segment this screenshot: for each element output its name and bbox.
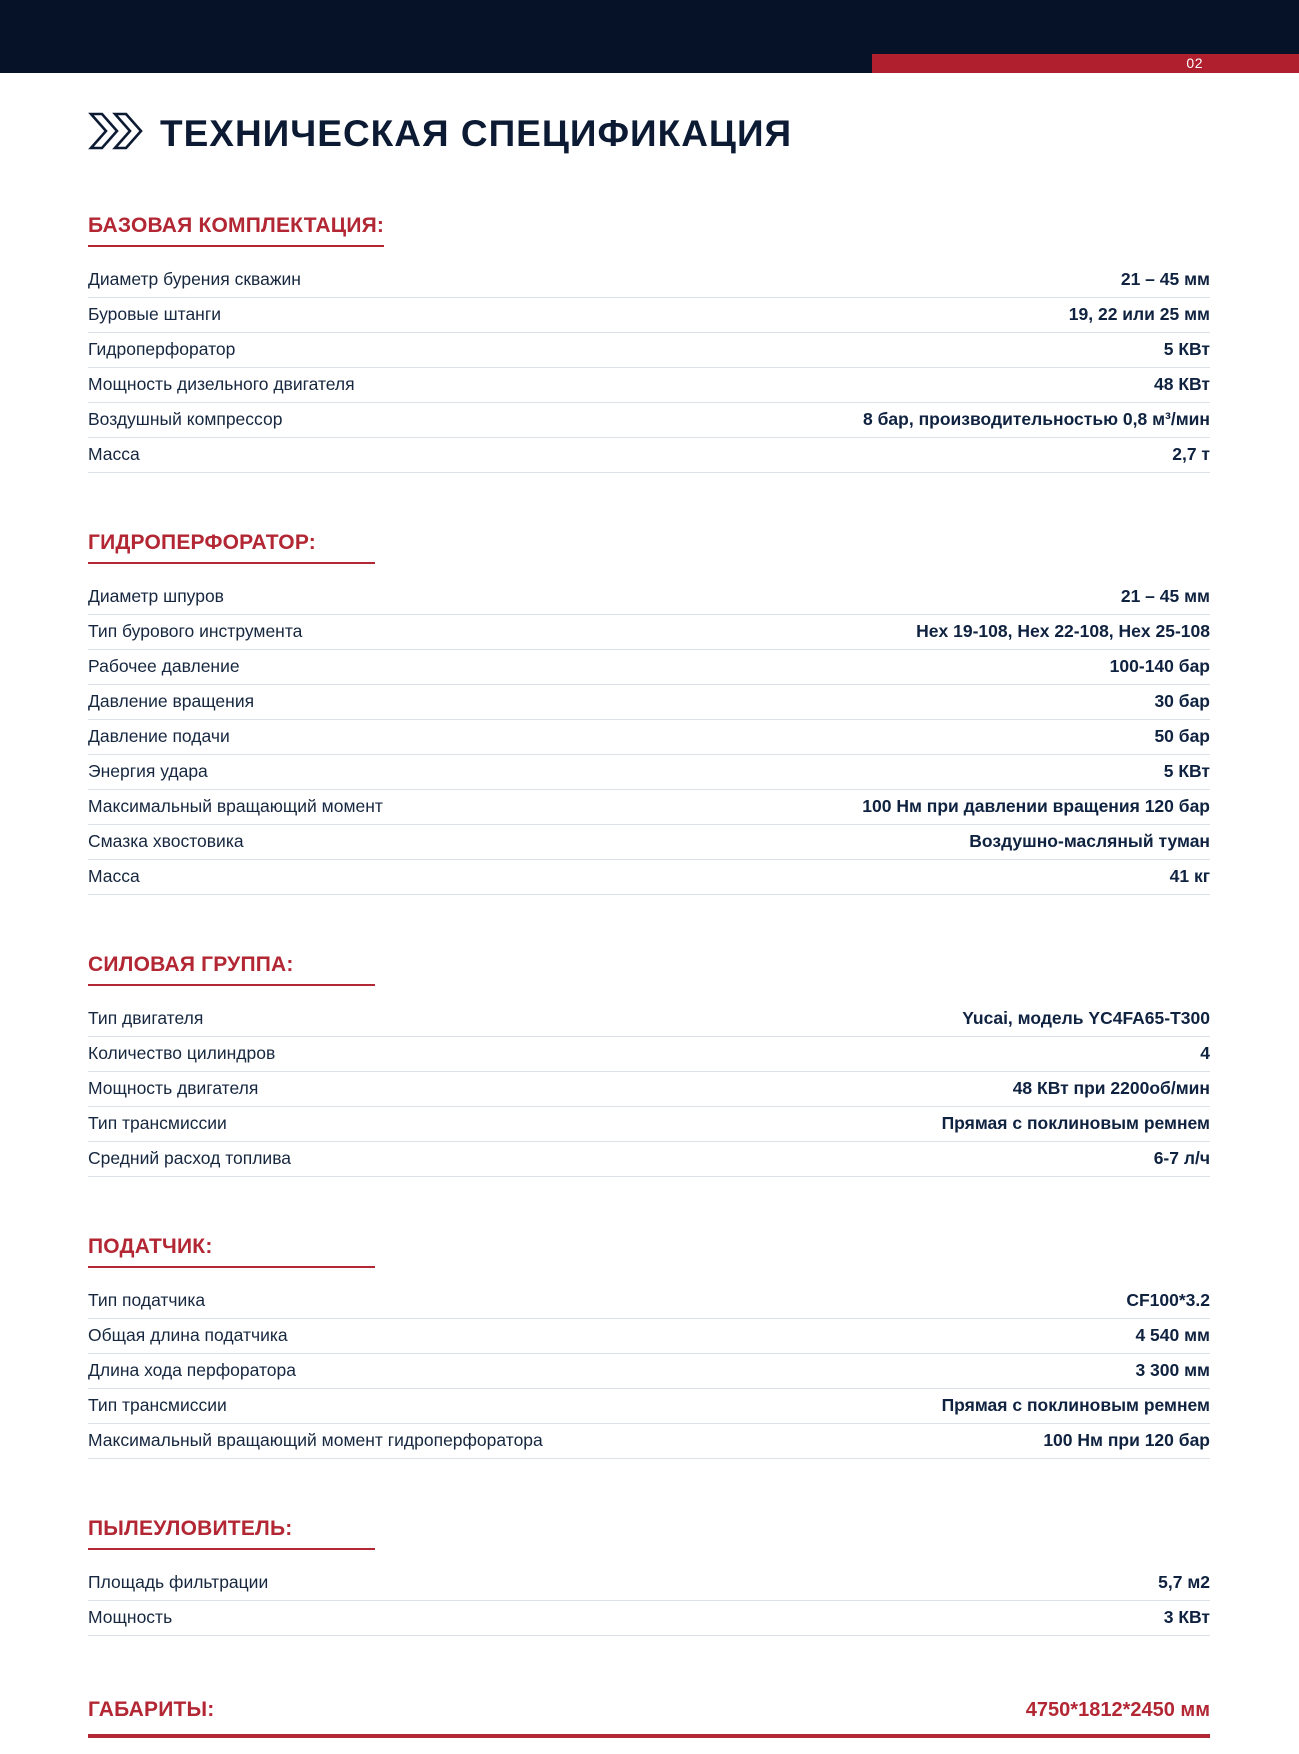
dimensions-row [88, 1698, 1210, 1738]
spec-label: Максимальный вращающий момент гидроперфоратора [88, 1430, 543, 1450]
spec-value: Прямая с поклиновым ремнем [941, 1395, 1210, 1415]
spec-value: CF100*3.2 [1126, 1290, 1210, 1310]
section-rows [88, 1566, 1210, 1636]
spec-row [88, 860, 1210, 895]
spec-row [88, 615, 1210, 650]
spec-label: Буровые штанги [88, 304, 222, 324]
content [88, 214, 1210, 1738]
spec-row [88, 333, 1210, 368]
spec-row [88, 825, 1210, 860]
spec-row [88, 438, 1210, 473]
spec-value: Hex 19-108, Hex 22-108, Hex 25-108 [916, 621, 1210, 641]
spec-label: Масса [88, 866, 140, 886]
spec-value: Прямая с поклиновым ремнем [941, 1113, 1210, 1133]
spec-value: 100 Нм при 120 бар [1043, 1430, 1210, 1450]
section-header: ПОДАТЧИК: [88, 1235, 375, 1268]
spec-label: Тип бурового инструмента [88, 621, 303, 641]
spec-row [88, 298, 1210, 333]
spec-section [88, 214, 1210, 473]
spec-label: Рабочее давление [88, 656, 240, 676]
spec-label: Гидроперфоратор [88, 339, 236, 359]
spec-value: 3 300 мм [1135, 1360, 1210, 1380]
spec-label: Средний расход топлива [88, 1148, 292, 1168]
spec-row [88, 1601, 1210, 1636]
spec-value: 100-140 бар [1109, 656, 1210, 676]
spec-label: Максимальный вращающий момент [88, 796, 383, 816]
spec-row [88, 1354, 1210, 1389]
section-header: ПЫЛЕУЛОВИТЕЛЬ: [88, 1517, 375, 1550]
spec-row [88, 580, 1210, 615]
spec-value: 48 КВт при 2200об/мин [1012, 1078, 1210, 1098]
spec-value: 50 бар [1154, 726, 1210, 746]
spec-label: Тип трансмиссии [88, 1113, 227, 1133]
spec-label: Воздушный компрессор [88, 409, 283, 429]
spec-value: 30 бар [1154, 691, 1210, 711]
spec-label: Количество цилиндров [88, 1043, 276, 1063]
spec-row [88, 755, 1210, 790]
section-rows [88, 1002, 1210, 1177]
spec-value: Yucai, модель YC4FA65-T300 [962, 1008, 1210, 1028]
spec-value: Воздушно-масляный туман [969, 831, 1210, 851]
spec-section [88, 1235, 1210, 1459]
section-header: СИЛОВАЯ ГРУППА: [88, 953, 375, 986]
spec-value: 21 – 45 мм [1120, 586, 1210, 606]
section-rows [88, 580, 1210, 895]
spec-label: Давление подачи [88, 726, 230, 746]
spec-row [88, 720, 1210, 755]
section-header: БАЗОВАЯ КОМПЛЕКТАЦИЯ: [88, 214, 384, 247]
spec-row [88, 790, 1210, 825]
section-header: ГИДРОПЕРФОРАТОР: [88, 531, 375, 564]
spec-label: Тип трансмиссии [88, 1395, 227, 1415]
spec-section [88, 953, 1210, 1177]
spec-label: Площадь фильтрации [88, 1572, 269, 1592]
section-rows [88, 1284, 1210, 1459]
spec-value: 19, 22 или 25 мм [1068, 304, 1210, 324]
header-band [0, 0, 1299, 73]
spec-section [88, 531, 1210, 895]
title-row [88, 111, 1211, 156]
spec-label: Смазка хвостовика [88, 831, 244, 851]
spec-label: Диаметр бурения скважин [88, 269, 301, 289]
spec-label: Тип двигателя [88, 1008, 204, 1028]
spec-value: 4 [1200, 1043, 1210, 1063]
spec-label: Диаметр шпуров [88, 586, 224, 606]
spec-value: 5 КВт [1163, 761, 1210, 781]
section-rows [88, 263, 1210, 473]
page-number: 02 [1186, 55, 1203, 71]
spec-row [88, 685, 1210, 720]
spec-row [88, 403, 1210, 438]
page-number-strip [872, 54, 1299, 73]
page-title: ТЕХНИЧЕСКАЯ СПЕЦИФИКАЦИЯ [160, 112, 793, 154]
spec-row [88, 1142, 1210, 1177]
spec-section [88, 1517, 1210, 1636]
spec-row [88, 1566, 1210, 1601]
spec-label: Мощность двигателя [88, 1078, 259, 1098]
spec-label: Мощность дизельного двигателя [88, 374, 355, 394]
spec-value: 3 КВт [1163, 1607, 1210, 1627]
spec-value: 21 – 45 мм [1120, 269, 1210, 289]
spec-row [88, 1037, 1210, 1072]
spec-value: 5 КВт [1163, 339, 1210, 359]
spec-value: 48 КВт [1154, 374, 1210, 394]
spec-row [88, 1107, 1210, 1142]
spec-row [88, 1002, 1210, 1037]
spec-row [88, 1072, 1210, 1107]
spec-value: 6-7 л/ч [1153, 1148, 1210, 1168]
spec-value: 5,7 м2 [1158, 1572, 1210, 1592]
spec-row [88, 1424, 1210, 1459]
spec-value: 100 Нм при давлении вращения 120 бар [862, 796, 1210, 816]
spec-label: Мощность [88, 1607, 173, 1627]
spec-row [88, 1389, 1210, 1424]
dimensions-title: ГАБАРИТЫ: [88, 1698, 215, 1721]
spec-row [88, 263, 1210, 298]
spec-value: 4 540 мм [1135, 1325, 1210, 1345]
spec-sections [88, 214, 1210, 1636]
spec-label: Масса [88, 444, 140, 464]
spec-label: Давление вращения [88, 691, 255, 711]
spec-row [88, 1319, 1210, 1354]
spec-row [88, 650, 1210, 685]
dimensions-value: 4750*1812*2450 мм [1025, 1699, 1210, 1721]
spec-row [88, 368, 1210, 403]
spec-row [88, 1284, 1210, 1319]
spec-label: Энергия удара [88, 761, 208, 781]
spec-value: 2,7 т [1172, 444, 1210, 464]
spec-value: 41 кг [1169, 866, 1210, 886]
spec-value: 8 бар, производительностью 0,8 м³/мин [863, 409, 1210, 429]
double-chevron-right-icon [88, 111, 144, 156]
spec-label: Длина хода перфоратора [88, 1360, 296, 1380]
spec-label: Общая длина податчика [88, 1325, 288, 1345]
spec-label: Тип податчика [88, 1290, 206, 1310]
